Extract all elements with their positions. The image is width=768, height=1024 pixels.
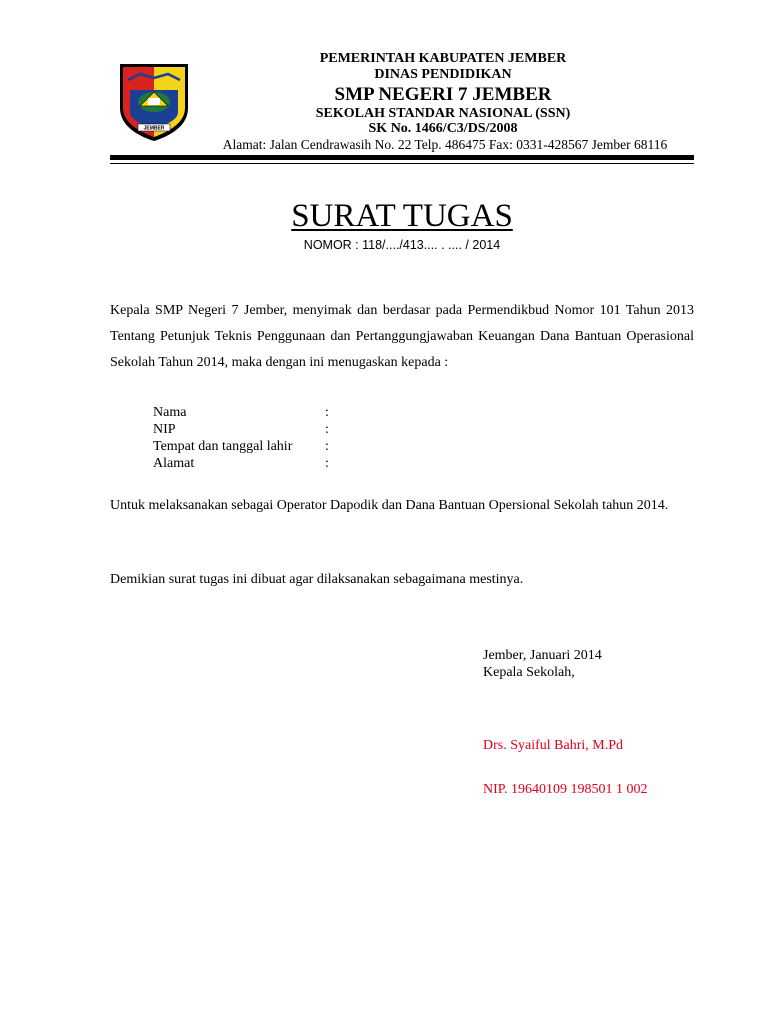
field-label: Nama: [153, 405, 187, 420]
field-colon: :: [325, 456, 329, 471]
closing-paragraph: Demikian surat tugas ini dibuat agar dilaksanakan sebagaimana mestinya.: [110, 572, 524, 587]
header-school-status: SEKOLAH STANDAR NASIONAL (SSN): [315, 106, 571, 121]
logo-ribbon-text: JEMBER: [143, 125, 165, 132]
header-address: Alamat: Jalan Cendrawasih No. 22 Telp. 486475 Fax: 0331-428567 Jember 68116: [222, 137, 668, 152]
assignment-paragraph: Untuk melaksanakan sebagai Operator Dapodik dan Dana Bantuan Opersional Sekolah tahun 2014.: [110, 498, 669, 513]
letterhead-divider-thin: [110, 163, 694, 164]
signature-nip: NIP. 19640109 198501 1 002: [483, 782, 648, 797]
field-label: Tempat dan tanggal lahir: [153, 439, 293, 454]
field-colon: :: [325, 439, 329, 454]
header-government: PEMERINTAH KABUPATEN JEMBER: [319, 51, 567, 66]
document-title-text: SURAT TUGAS: [291, 198, 513, 234]
document-title: [110, 197, 694, 235]
signature-name: Drs. Syaiful Bahri, M.Pd: [483, 738, 623, 753]
header-school-name: SMP NEGERI 7 JEMBER: [334, 84, 552, 105]
field-label: NIP: [153, 422, 176, 437]
letterhead-divider-thick: [110, 155, 694, 160]
document-number: NOMOR : 118/..../413.... . .... / 2014: [303, 238, 501, 252]
field-colon: :: [325, 405, 329, 420]
header-sk-number: SK No. 1466/C3/DS/2008: [368, 121, 518, 136]
signature-position: Kepala Sekolah,: [483, 665, 575, 680]
field-label: Alamat: [153, 456, 195, 471]
field-colon: :: [325, 422, 329, 437]
signature-place-date: Jember, Januari 2014: [483, 648, 602, 663]
jember-coat-of-arms-logo: [118, 62, 190, 142]
opening-paragraph: Kepala SMP Negeri 7 Jember, menyimak dan berdasar pada Permendikbud Nomor 101 Tahun 2013 Tentang Petunjuk Teknis Penggunaan dan Pertanggungjawaban Keuangan Dana Bantuan Operasional Sekolah Tahun 2014, maka dengan ini menugaskan kepada :: [110, 303, 694, 370]
header-department: DINAS PENDIDIKAN: [374, 67, 512, 82]
